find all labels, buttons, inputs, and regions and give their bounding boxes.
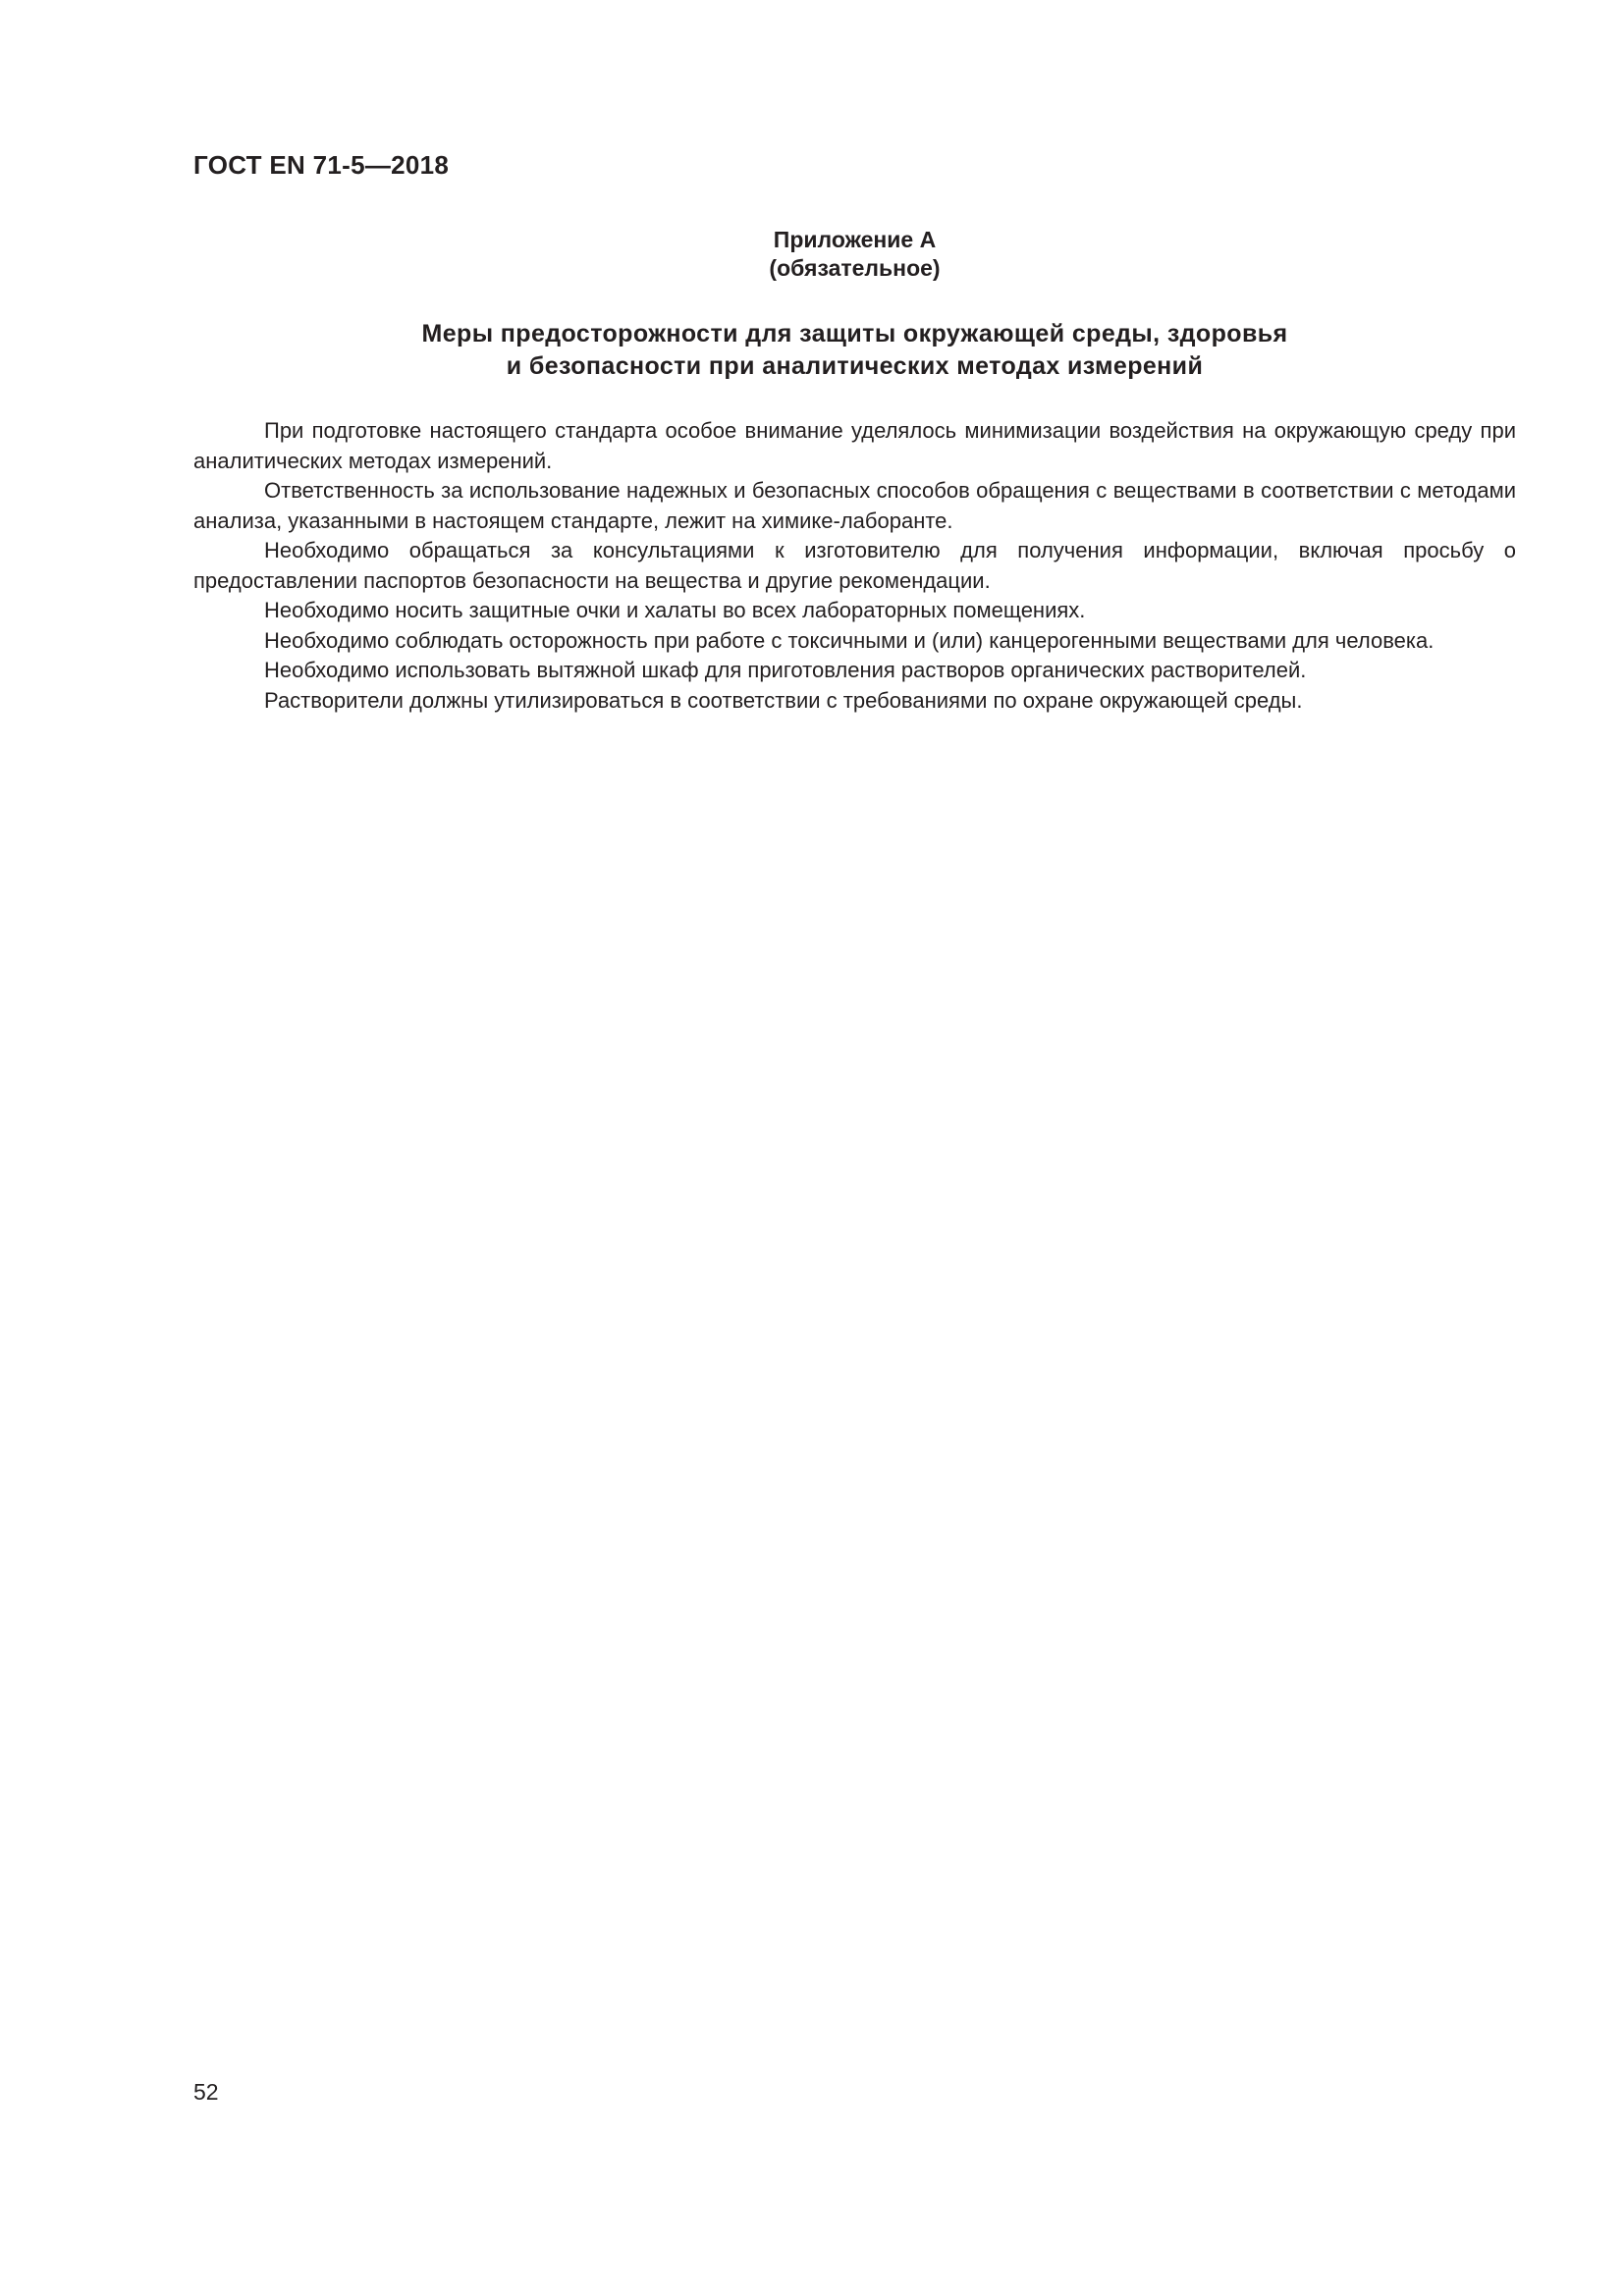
paragraph-solvent-disposal: Растворители должны утилизироваться в соответствии с требованиями по охране окружающей среды. <box>264 687 1303 713</box>
document-designation: ГОСТ EN 71-5—2018 <box>193 150 450 180</box>
paragraph-fume-hood: Необходимо использовать вытяжной шкаф для приготовления растворов органических растворителей. <box>264 658 1307 682</box>
paragraph-environment: При подготовке настоящего стандарта особое внимание уделялось минимизации воздействия на окружающую среду при аналитических методах измерений. <box>193 418 1516 473</box>
annex-title <box>193 318 1516 383</box>
page-number: 52 <box>193 2079 219 2105</box>
annex-heading <box>193 226 1516 283</box>
annex-status: (обязательное) <box>769 255 941 281</box>
annex-body <box>193 416 1516 716</box>
paragraph-responsibility: Ответственность за использование надежных и безопасных способов обращения с веществами в соответствии с методами анализа, указанными в настоящем стандарте, лежит на химике-лаборанте. <box>193 478 1516 533</box>
annex-title-line-2: и безопасности при аналитических методах измерений <box>506 352 1204 380</box>
paragraph-toxic-caution: Необходимо соблюдать осторожность при работе с токсичными и (или) канцерогенными веществами для человека. <box>264 627 1435 653</box>
paragraph-manufacturer: Необходимо обращаться за консультациями к изготовителю для получения информации, включая просьбу о предоставлении паспортов безопасности на вещества и другие рекомендации. <box>193 538 1516 593</box>
annex-title-line-1: Меры предосторожности для защиты окружающей среды, здоровья <box>421 320 1288 347</box>
paragraph-protective-wear: Необходимо носить защитные очки и халаты во всех лабораторных помещениях. <box>264 598 1086 622</box>
annex-label: Приложение А <box>773 227 937 252</box>
